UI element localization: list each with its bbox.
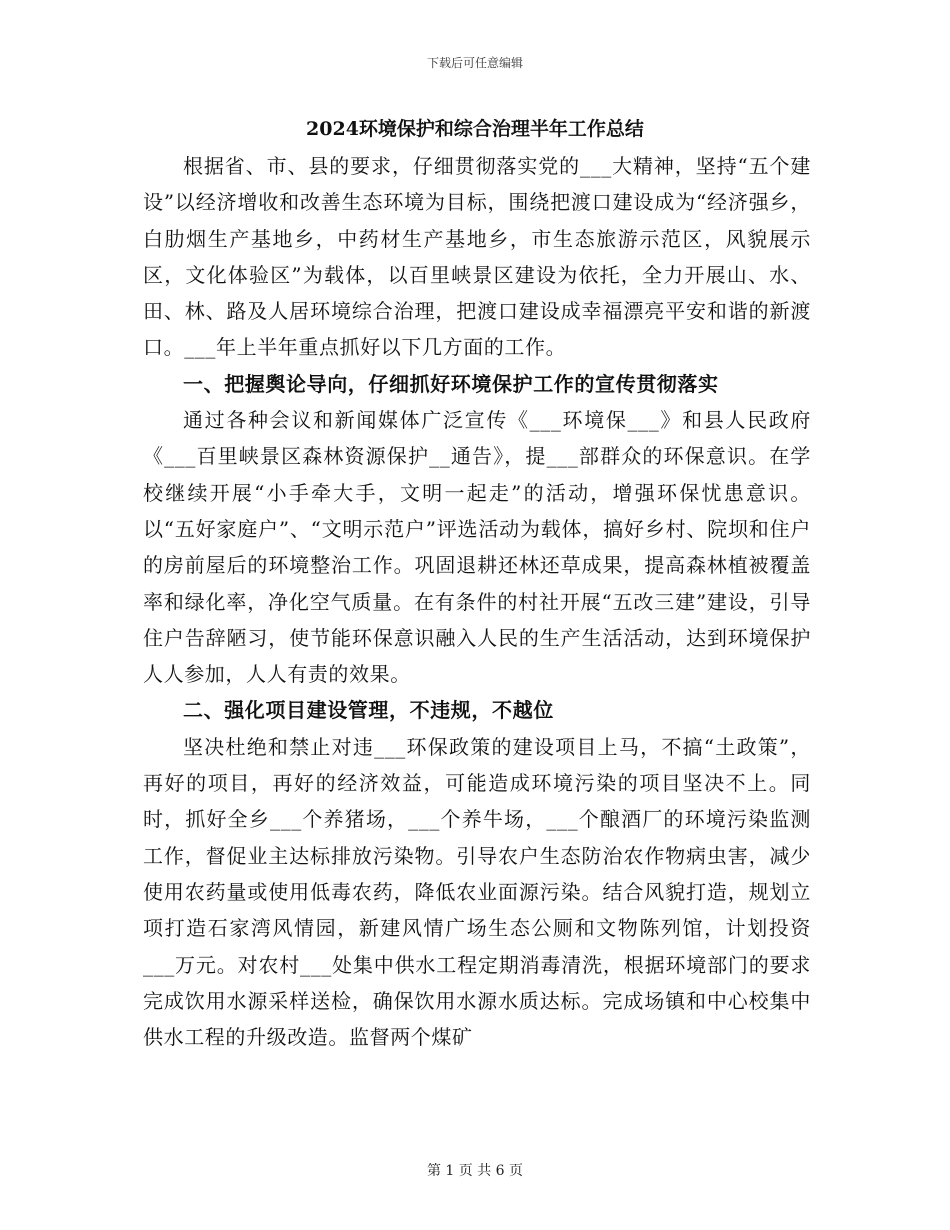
- section-1-heading: 一、把握舆论导向，仔细抓好环境保护工作的宣传贯彻落实: [183, 371, 719, 396]
- intro-paragraph: 根据省、市、县的要求，仔细贯彻落实党的___大精神，坚持“五个建设”以经济增收和改善生态环境为目标，围绕把渡口建设成为“经济强乡，白肋烟生产基地乡，中药材生产基地乡，市生态旅游示范区，风貌展示区，文化体验区”为载体，以百里峡景区建设为依托，全力开展山、水、田、林、路及人居环境综合治理，把渡口建设成幸福漂亮平安和谐的新渡口。___年上半年重点抓好以下几方面的工作。: [143, 154, 811, 360]
- section-2-paragraph: 坚决杜绝和禁止对违___环保政策的建设项目上马，不搞“土政策”，再好的项目，再好的经济效益，可能造成环境污染的项目坚决不上。同时，抓好全乡___个养猪场，___个养牛场，___个酿酒厂的环境污染监测工作，督促业主达标排放污染物。引导农户生态防治农作物病虫害，减少使用农药量或使用低毒农药，降低农业面源污染。结合风貌打造，规划立项打造石家湾风情园，新建风情广场生态公厕和文物陈列馆，计划投资___万元。对农村___处集中供水工程定期消毒清洗，根据环境部门的要求完成饮用水源采样送检，确保饮用水源水质达标。完成场镇和中心校集中供水工程的升级改造。监督两个煤矿: [143, 734, 811, 1050]
- header-note: 下载后可任意编辑: [426, 56, 523, 70]
- document-body: [143, 148, 811, 1055]
- section-2-heading: 二、强化项目建设管理，不违规，不越位: [183, 698, 554, 723]
- document-title: 2024环境保护和综合治理半年工作总结: [306, 118, 644, 140]
- section-1-paragraph: 通过各种会议和新闻媒体广泛宣传《___环境保___》和县人民政府《___百里峡景区森林资源保护__通告》，提___部群众的环保意识。在学校继续开展“小手牵大手，文明一起走”的活动，增强环保忧患意识。以“五好家庭户”、“文明示范户”评选活动为载体，搞好乡村、院坝和住户的房前屋后的环境整治工作。巩固退耕还林还草成果，提高森林植被覆盖率和绿化率，净化空气质量。在有条件的村社开展“五改三建”建设，引导住户告辞陋习，使节能环保意识融入人民的生产生活活动，达到环境保护人人参加，人人有责的效果。: [143, 408, 811, 687]
- page-number: 第 1 页 共 6 页: [426, 1163, 524, 1179]
